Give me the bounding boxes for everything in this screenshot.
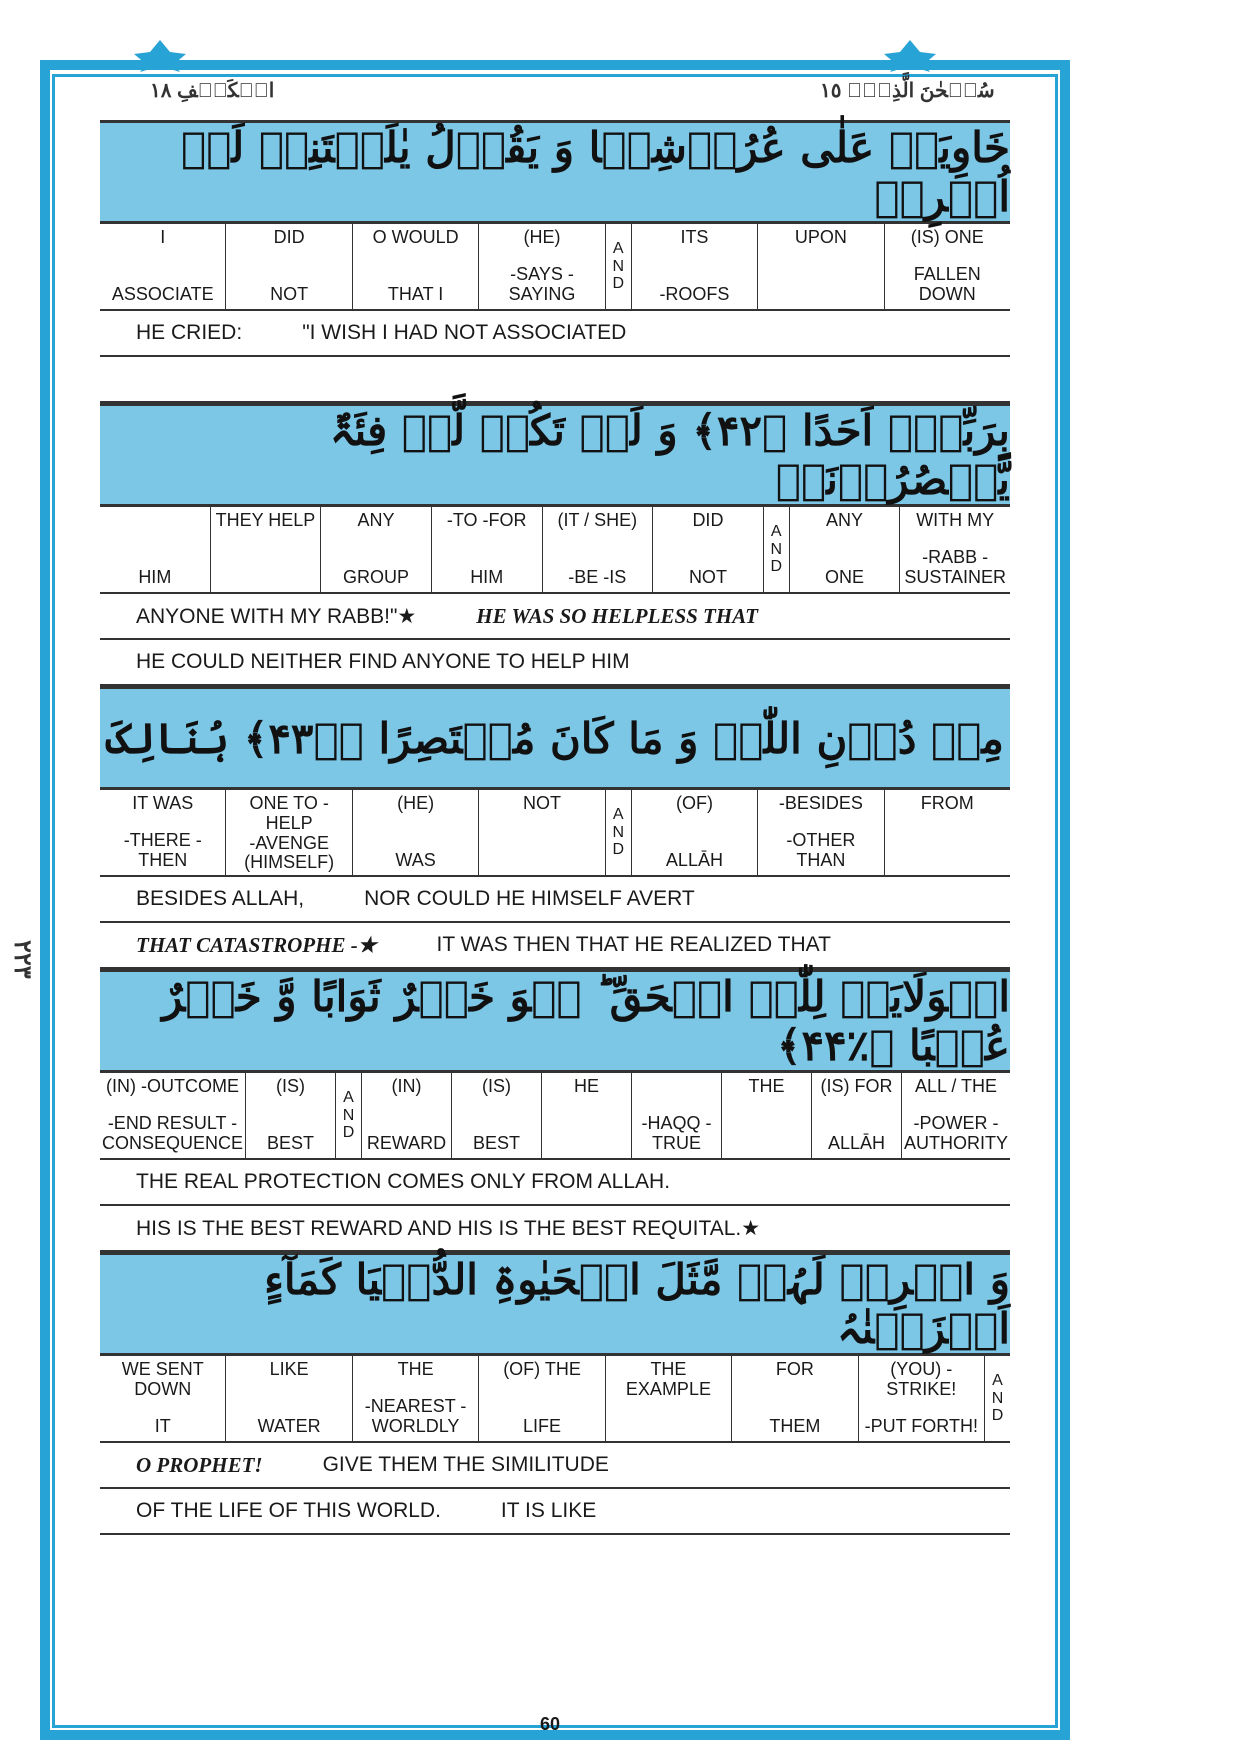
word-cell [100,507,210,592]
word-bottom: REWARD [366,1133,447,1154]
translation-part-a: HIS IS THE BEST REWARD AND HIS IS THE BEST REQUITAL.★ [136,1216,761,1240]
word-grid [100,790,1010,877]
word-top: A N D [612,240,625,293]
word-cell [605,790,631,875]
word-top: NOT [523,793,562,813]
arabic-verse: بِرَبِّیۡۤ اَحَدًا ﴿۴۲﴾ وَ لَمۡ تَکُنۡ لَّہٗ فِئَۃٌ یَّنۡصُرُوۡنَہٗ [100,403,1010,507]
word-cell [478,224,604,309]
word-top: (OF) [675,793,713,813]
word-top: (IN) [391,1076,422,1096]
word-cell [763,507,789,592]
word-bottom: FALLEN DOWN [913,264,981,305]
word-top: THE [397,1359,434,1379]
translation-part-b: IT WAS THEN THAT HE REALIZED THAT [436,933,831,956]
word-bottom: THEM [769,1416,821,1437]
translation-part-b: IT IS LIKE [500,1499,597,1522]
verse-content [100,120,1010,1535]
word-top: LIKE [269,1359,309,1379]
word-top: (HE) [397,793,435,813]
word-cell [451,1073,541,1158]
word-bottom: HIM [138,567,172,588]
word-cell [100,1073,245,1158]
word-top: (IN) -OUTCOME [106,1076,239,1096]
word-bottom: WATER [257,1416,321,1437]
word-bottom: HIM [470,567,504,588]
word-cell [335,1073,361,1158]
word-cell [478,790,604,875]
word-cell [884,790,1010,875]
arabic-verse: الۡوَلَایَۃُ لِلّٰہِ الۡحَقِّ ؕ ہُوَ خَیۡرٌ ثَوَابًا وَّ خَیۡرٌ عُقۡبًا ﴿٪۴۴﴾ [100,969,1010,1073]
translation-part-b: NOR COULD HE HIMSELF AVERT [364,887,695,910]
word-bottom: NOT [688,567,727,588]
word-bottom: NOT [270,284,309,305]
word-top: ANY [357,510,395,530]
word-cell [631,790,757,875]
word-top: (IS) [276,1076,305,1096]
word-cell [984,1356,1010,1441]
word-top: IT WAS [132,793,194,813]
word-bottom: -THERE -THEN [123,830,202,871]
word-top: WE SENT DOWN [121,1359,204,1399]
word-top: (IS) ONE [910,227,984,247]
word-cell [631,1073,721,1158]
translation-part-a: THE REAL PROTECTION COMES ONLY FROM ALLAH. [136,1170,671,1193]
word-cell [652,507,763,592]
word-cell [352,1356,478,1441]
word-cell [352,224,478,309]
word-top: (IT / SHE) [557,510,638,530]
arabic-verse: خَاوِیَۃٌ عَلٰی عُرُوۡشِہَا وَ یَقُوۡلُ یٰلَیۡتَنِیۡ لَمۡ اُشۡرِکۡ [100,120,1010,224]
word-cell [789,507,900,592]
word-cell [320,507,431,592]
translation-part-a: O PROPHET! [136,1452,263,1477]
word-cell [361,1073,451,1158]
word-top: (YOU) -STRIKE! [886,1359,957,1399]
word-cell [352,790,478,875]
word-cell [901,1073,1010,1158]
word-bottom: -RABB -SUSTAINER [904,547,1007,588]
translation-part-a: HE COULD NEITHER FIND ANYONE TO HELP HIM [136,650,630,673]
word-bottom: ALLĀH [827,1133,886,1154]
word-grid [100,1356,1010,1443]
word-top: (OF) THE [503,1359,581,1379]
translation-line [100,1443,1010,1489]
word-top: HE [573,1076,599,1096]
translation-line [100,357,1010,403]
word-bottom: -END RESULT -CONSEQUENCE [101,1113,244,1154]
word-bottom: LIFE [523,1416,562,1437]
word-cell [811,1073,901,1158]
word-cell [858,1356,984,1441]
word-bottom: -POWER -AUTHORITY [904,1113,1009,1154]
word-bottom: WAS [395,850,436,871]
word-top: WITH MY [916,510,995,530]
translation-part-a: BESIDES ALLAH, [136,887,305,910]
word-top: ITS [680,227,709,247]
word-top: FROM [920,793,974,813]
word-top: DID [692,510,724,530]
word-bottom: ALLĀH [665,850,723,871]
word-cell [757,224,883,309]
page-number: 60 [540,1714,561,1734]
word-cell [478,1356,604,1441]
word-cell [731,1356,857,1441]
translation-line [100,1489,1010,1535]
translation-part-a: ANYONE WITH MY RABB!"★ [136,604,417,628]
word-cell [884,224,1010,309]
translation-part-a: HE CRIED: [136,321,243,344]
ornament-icon [880,38,940,72]
word-cell [721,1073,811,1158]
translation-part-b: GIVE THEM THE SIMILITUDE [322,1453,609,1476]
translation-line [100,923,1010,969]
word-bottom: BEST [472,1133,520,1154]
word-bottom: -NEAREST -WORLDLY [364,1396,467,1437]
word-cell [431,507,542,592]
word-top: I [160,227,166,247]
arabic-verse: وَ اضۡرِبۡ لَہُمۡ مَّثَلَ الۡحَیٰوۃِ الدُّنۡیَا کَمَآءٍ اَنۡزَلۡنٰہُ [100,1252,1010,1356]
word-top: -TO -FOR [446,510,527,530]
word-grid [100,507,1010,594]
word-cell [225,1356,351,1441]
word-top: ONE TO -HELP [249,793,329,833]
surah-header-left: سُبۡحٰنَ الَّذِیۡۤ ١٥ [820,80,995,102]
word-bottom: -HAQQ -TRUE [641,1113,712,1154]
word-bottom: -SAYS -SAYING [508,264,576,305]
arabic-verse: مِنۡ دُوۡنِ اللّٰہِ وَ مَا کَانَ مُنۡتَصِرًا ﴿ؕ۴۳﴾ ہُنَالِکَ [100,686,1010,790]
word-cell [100,790,225,875]
word-top: (IS) [482,1076,511,1096]
surah-header-right: الۡکَہۡفِ ١٨ [150,80,275,102]
word-bottom: -PUT FORTH! [864,1416,978,1437]
word-bottom: -BE -IS [568,567,627,588]
word-cell [210,507,321,592]
word-bottom: -ROOFS [659,284,730,305]
word-bottom: BEST [266,1133,314,1154]
word-cell [100,224,225,309]
word-bottom: GROUP [343,567,410,588]
word-top: A N D [991,1372,1004,1425]
word-cell [605,1356,731,1441]
word-top: FOR [775,1359,814,1379]
translation-part-b: HE WAS SO HELPLESS THAT [476,603,758,628]
word-bottom: ASSOCIATE [111,284,214,305]
word-bottom: -AVENGE (HIMSELF) [244,832,335,873]
translation-part-a: OF THE LIFE OF THIS WORLD. [136,1499,441,1522]
word-grid [100,1073,1010,1160]
word-cell [245,1073,335,1158]
word-bottom: -OTHER THAN [786,830,856,871]
word-cell [225,224,351,309]
word-top: A N D [770,523,783,576]
word-cell [100,1356,225,1441]
word-top: UPON [794,227,847,247]
translation-line [100,640,1010,686]
word-top: THE EXAMPLE [625,1359,711,1399]
word-cell [542,507,653,592]
word-top: (HE) [523,227,561,247]
translation-line [100,594,1010,640]
word-cell [541,1073,631,1158]
word-bottom: THAT I [387,284,444,305]
word-top: (IS) FOR [820,1076,893,1096]
word-top: -BESIDES [778,793,863,813]
word-top: A N D [342,1089,355,1142]
translation-part-a: THAT CATASTROPHE -★ [136,932,377,957]
word-cell [605,224,631,309]
translation-line [100,311,1010,357]
word-bottom: IT [154,1416,171,1437]
word-grid [100,224,1010,311]
word-cell [757,790,883,875]
ornament-icon [130,38,190,72]
word-top: THE [748,1076,785,1096]
side-marker: ٢٢٣ [9,940,36,979]
translation-line [100,877,1010,923]
word-top: A N D [612,806,625,859]
word-cell [899,507,1010,592]
word-top: ALL / THE [914,1076,998,1096]
word-top: ANY [826,510,864,530]
word-bottom: ONE [825,567,865,588]
word-cell [225,790,351,875]
word-top: DID [273,227,305,247]
translation-line [100,1160,1010,1206]
translation-part-b: "I WISH I HAD NOT ASSOCIATED [302,321,627,344]
word-top: THEY HELP [215,510,316,530]
word-top: O WOULD [372,227,459,247]
word-cell [631,224,757,309]
translation-line [100,1206,1010,1252]
